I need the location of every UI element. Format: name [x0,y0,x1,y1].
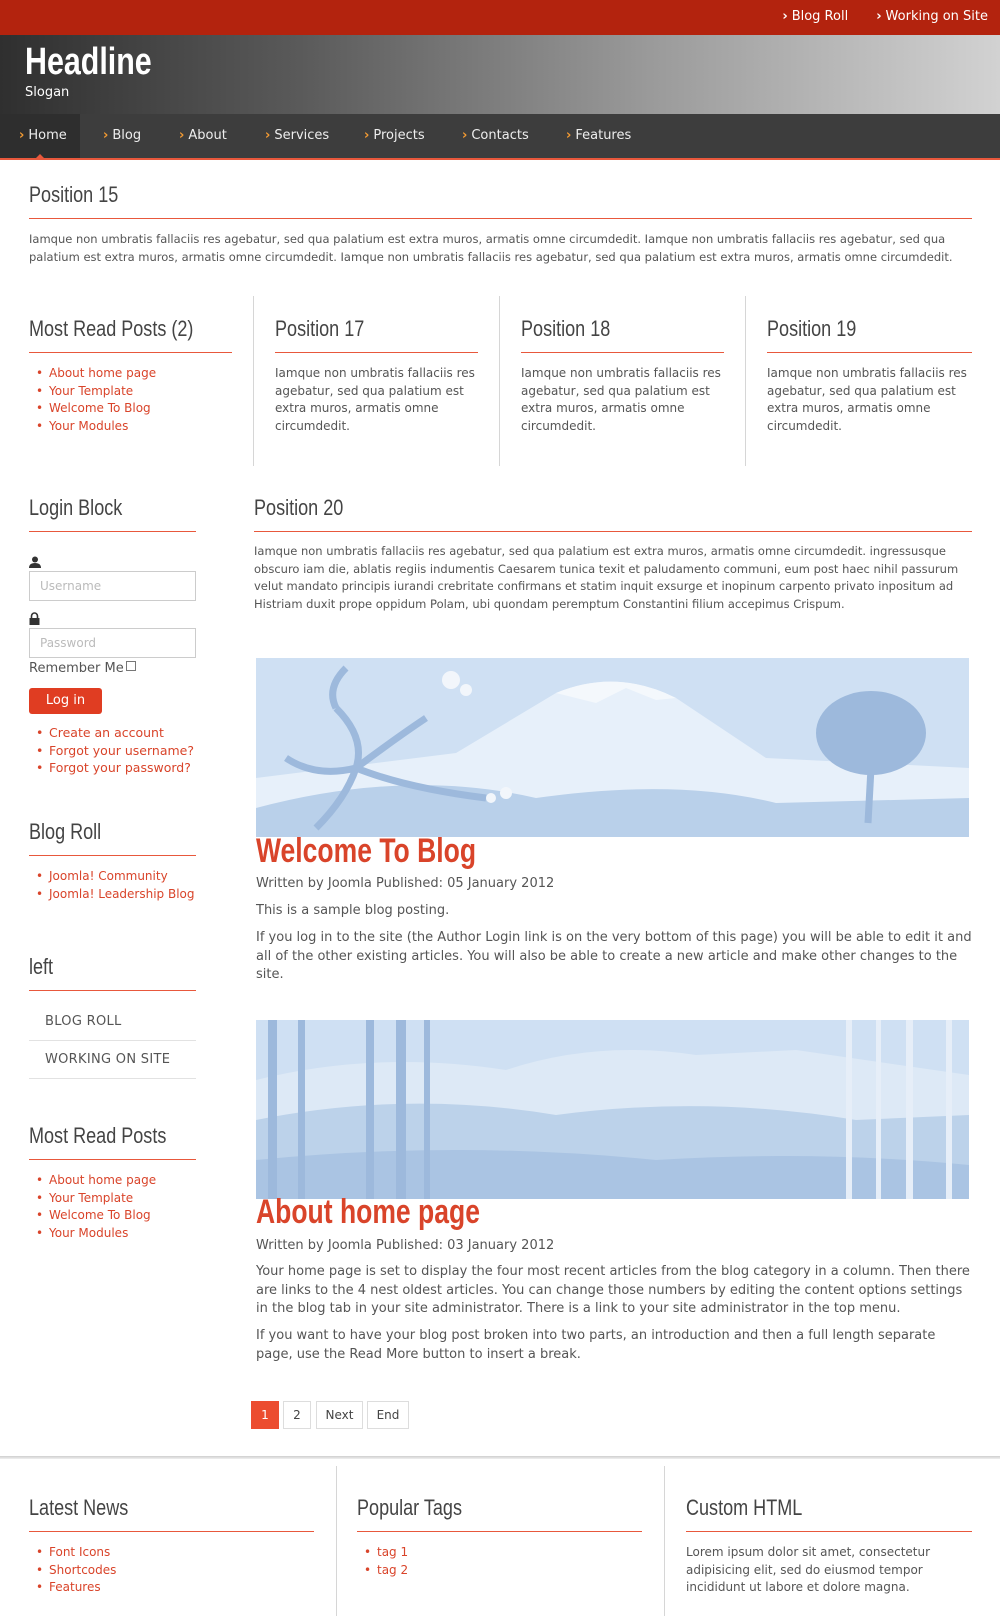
left-menu-item-working-on-site[interactable]: WORKING ON SITE [29,1041,196,1079]
list-item[interactable]: • Joomla! Community [29,868,195,886]
article-title[interactable]: About home page [256,1193,480,1231]
module-title: left [29,954,54,979]
chevron-right-icon: › [19,128,25,143]
nav-label: Projects [373,128,425,143]
password-input[interactable] [29,628,196,658]
nav-label: Contacts [471,128,529,143]
chevron-right-icon: › [566,128,572,143]
article-meta: Written by Joomla Published: 05 January 2012 [256,876,555,891]
most-read-top-title [29,311,232,353]
latest-news-title [29,1490,314,1532]
pos17-title [275,311,478,353]
top-link-label: Blog Roll [791,9,849,24]
blog-image-bamboo[interactable] [256,1020,969,1199]
nav-item-contacts[interactable] [462,114,529,158]
chevron-right-icon: › [782,9,788,24]
article-meta: Written by Joomla Published: 03 January 2012 [256,1238,555,1253]
chevron-right-icon: › [364,128,370,143]
article-body: If you want to have your blog post broken into two parts, an introduction and then a full length separate page, use the Read More button to insert a break. [256,1328,936,1362]
end-page-button[interactable]: End [367,1401,409,1429]
user-icon [29,556,41,568]
page-1-button[interactable]: 1 [251,1401,279,1429]
most-read-side-title [29,1118,196,1160]
module-title: Position 17 [275,316,365,341]
nav-label: About [188,128,227,143]
list-item[interactable]: • Your Template [29,1190,156,1208]
left-menu-item-blog-roll[interactable]: BLOG ROLL [29,1003,196,1041]
article-body: If you log in to the site (the Author Login link is on the very bottom of this page) you will be able to edit it and all of the other existing articles. You will also be able to create a new article and make other changes to the site. [256,930,972,982]
nav-item-about[interactable] [179,114,227,158]
column-divider [499,296,500,466]
top-link-working-on-site[interactable] [876,9,988,24]
list-item[interactable]: • Shortcodes [29,1562,116,1580]
top-bar [0,0,1000,35]
remember-me-checkbox[interactable] [126,661,136,671]
chevron-right-icon: › [179,128,185,143]
list-item[interactable]: • About home page [29,365,156,383]
pos19-title [767,311,972,353]
pos17-text: Iamque non umbratis fallaciis res agebatur, sed qua palatium est extra muros, armatis omne circumdedit. [275,366,475,433]
list-item[interactable]: • Welcome To Blog [29,1207,156,1225]
list-item[interactable]: • Welcome To Blog [29,400,156,418]
create-account-link[interactable]: • Create an account [29,724,194,742]
list-item[interactable]: • About home page [29,1172,156,1190]
article-intro: Your home page is set to display the four most recent articles from the blog category in a column. Then there are links to the 4 nest oldest articles. You can change those numbers by editing the content options settings in the blog tab in your site administrator. There is a link to your site administrator in the top menu. [256,1264,970,1316]
list-item[interactable]: • Your Modules [29,418,156,436]
username-input[interactable] [29,571,196,601]
nav-item-home[interactable] [0,114,80,158]
module-title: Latest News [29,1495,129,1520]
most-read-side-list [29,1172,156,1242]
blogroll-title [29,814,196,856]
module-title: Popular Tags [357,1495,462,1520]
pos18-title [521,311,724,353]
remember-text: Remember Me [29,661,124,676]
site-header [0,35,1000,114]
nav-item-blog[interactable] [103,114,141,158]
tag-link[interactable]: • tag 1 [357,1544,408,1562]
custom-html-title [686,1490,972,1532]
login-button[interactable]: Log in [29,688,102,714]
nav-item-projects[interactable] [364,114,425,158]
forgot-password-link[interactable]: • Forgot your password? [29,759,194,777]
module-title: Position 20 [254,495,344,520]
password-placeholder: Password [40,636,97,650]
site-headline[interactable]: Headline [25,41,152,83]
chevron-right-icon: › [462,128,468,143]
nav-label: Features [575,128,632,143]
custom-html-text: Lorem ipsum dolor sit amet, consectetur adipisicing elit, sed do eiusmod tempor incididunt ut labore et dolore magna. [686,1545,931,1594]
pos18-text: Iamque non umbratis fallaciis res agebatur, sed qua palatium est extra muros, armatis omne circumdedit. [521,366,721,433]
nav-label: Home [28,128,67,143]
nav-item-services[interactable] [265,114,329,158]
module-title: Login Block [29,495,123,520]
column-divider [745,296,746,466]
tag-link[interactable]: • tag 2 [357,1562,408,1580]
next-page-button[interactable]: Next [316,1401,363,1429]
list-item[interactable]: • Your Template [29,383,156,401]
login-title [29,490,196,532]
module-title: Position 19 [767,316,857,341]
pos15-title [29,177,972,219]
forgot-username-link[interactable]: • Forgot your username? [29,742,194,760]
latest-news-list [29,1544,116,1597]
nav-label: Services [274,128,330,143]
module-title: Position 15 [29,182,119,207]
module-title: Most Read Posts [29,1123,167,1148]
list-item[interactable]: • Joomla! Leadership Blog [29,886,195,904]
pos15-text: Iamque non umbratis fallaciis res agebatur, sed qua palatium est extra muros, armatis omne circumdedit. Iamque non umbratis fallaciis res agebatur, sed qua palatium est extra muros, armatis omne circumdedit. Iamque non umbratis fallaciis res agebatur, sed qua palatium est extra muros, armatis omne circumdedit. [29,232,953,264]
footer-divider [0,1456,1000,1459]
article-title[interactable]: Welcome To Blog [256,832,477,870]
list-item[interactable]: • Features [29,1579,116,1597]
module-title: Custom HTML [686,1495,803,1520]
most-read-top-list [29,365,156,435]
module-title: Most Read Posts (2) [29,316,194,341]
chevron-right-icon: › [265,128,271,143]
article-intro: This is a sample blog posting. [256,903,450,918]
top-link-label: Working on Site [885,9,988,24]
nav-item-features[interactable] [566,114,631,158]
pos19-text: Iamque non umbratis fallaciis res agebatur, sed qua palatium est extra muros, armatis omne circumdedit. [767,366,967,433]
column-divider [336,1466,337,1616]
pos20-title [254,490,972,532]
blog-image-landscape[interactable] [256,658,969,837]
column-divider [664,1466,665,1616]
module-title: Position 18 [521,316,611,341]
page-2-button[interactable]: 2 [283,1401,311,1429]
chevron-right-icon: › [876,9,882,24]
top-link-blog-roll[interactable] [782,9,848,24]
lock-icon [29,612,40,625]
list-item[interactable]: • Your Modules [29,1225,156,1243]
module-title: Blog Roll [29,819,102,844]
popular-tags-title [357,1490,642,1532]
left-menu-title [29,949,196,991]
main-nav [0,114,1000,160]
username-placeholder: Username [40,579,102,593]
column-divider [253,296,254,466]
pos20-text: Iamque non umbratis fallaciis res agebatur, sed qua palatium est extra muros, armatis omne circumdedit. ingressusque obscuro iam die, ablatis regiis indumentis Caesarem tunica texit et paludamento communi, eum post haec nihil passurum velut mandato principis iurandi crebritate confirmans et statim inquit exsurge et inopinum carpento privato inpositum ad Histriam duxit prope oppidum Polam, ubi quondam peremptum Constantini filium accepimus Crispum. [254,544,959,611]
site-slogan: Slogan [25,85,70,100]
nav-label: Blog [112,128,142,143]
login-links [29,724,194,777]
chevron-right-icon: › [103,128,109,143]
remember-me-label [29,661,136,676]
blogroll-list [29,868,195,903]
list-item[interactable]: • Font Icons [29,1544,116,1562]
popular-tags-list [357,1544,408,1579]
